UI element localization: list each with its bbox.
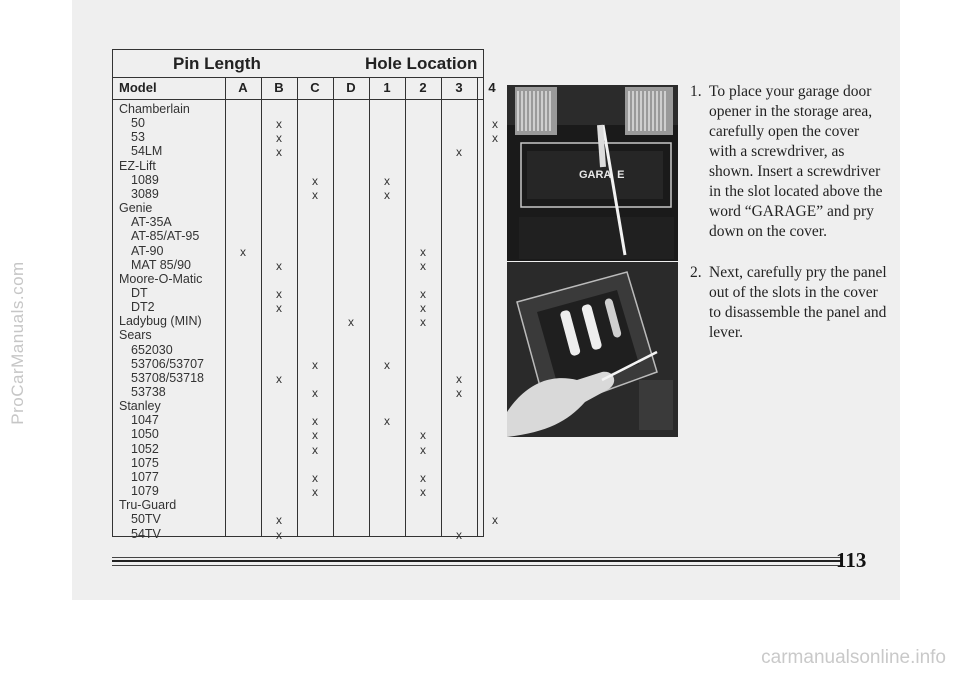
column-divider [225, 77, 226, 536]
table-row-label: 54LM [131, 144, 163, 159]
table-row-label: Stanley [119, 399, 161, 414]
table-mark: x [384, 357, 390, 372]
table-row-label: 1052 [131, 441, 159, 456]
table-row-label: Sears [119, 328, 152, 343]
table-mark: x [492, 117, 498, 132]
table-mark: x [312, 414, 318, 429]
table-mark: x [276, 258, 282, 273]
footer-rule-thin-top [112, 557, 842, 558]
table-mark: x [312, 187, 318, 202]
table-mark: x [276, 513, 282, 528]
table-mark: x [312, 173, 318, 188]
table-row-label: AT-85/AT-95 [131, 229, 200, 244]
table-mark: x [420, 244, 426, 259]
page-number: 113 [836, 548, 867, 572]
table-mark: x [348, 315, 354, 330]
table-row-label: AT-35A [131, 215, 172, 230]
column-divider [261, 77, 262, 536]
table-row-label: 53 [131, 130, 145, 145]
watermark-side-text: ProCarManuals.com [8, 261, 27, 425]
table-mark: x [276, 286, 282, 301]
step-1-text: To place your garage door opener in the storage area, carefully open the cover with a screwdriver, as shown. Insert a screwdriver in the slot located above the word “GARAGE” and pry down on the cover. [709, 83, 883, 240]
table-row-label: AT-90 [131, 243, 164, 258]
table-row-label: 53738 [131, 385, 166, 399]
table-row-label: Moore-O-Matic [119, 271, 203, 286]
column-header-a: A [238, 80, 248, 95]
photo-garage-label: GARA E [579, 169, 625, 181]
column-header-d: D [346, 80, 356, 95]
table-row-label: 1089 [131, 172, 159, 187]
photo-panel-removal-image [507, 262, 678, 437]
watermark-bottom: carmanualsonline.info [761, 647, 946, 668]
table-row-label: DT [131, 285, 148, 300]
table-row-label: 50TV [131, 512, 161, 527]
column-header-1: 1 [383, 80, 391, 95]
table-row-label: 53708/53718 [131, 370, 204, 385]
column-divider [441, 77, 442, 536]
table-mark: x [276, 117, 282, 132]
column-divider [297, 77, 298, 536]
table-mark: x [312, 386, 318, 400]
table-row-label: 53706/53707 [131, 356, 204, 371]
table-mark: x [276, 145, 282, 160]
table-row-label: 3089 [131, 186, 159, 201]
photo-garage-cover [507, 85, 678, 261]
table-mark: x [384, 187, 390, 202]
table-mark: x [384, 414, 390, 429]
table-row-label: 50 [131, 116, 145, 131]
table-header-top [113, 50, 483, 78]
table-row-label: Genie [119, 201, 153, 216]
pin-length-header: Pin Length [173, 54, 261, 73]
table-mark: x [276, 301, 282, 316]
step-1-number: 1. [690, 83, 702, 100]
column-header-b: B [274, 80, 284, 95]
table-mark: x [420, 286, 426, 301]
table-mark: x [420, 470, 426, 485]
table-mark: x [456, 527, 462, 542]
column-header-c: C [310, 80, 320, 95]
compatibility-table [112, 49, 498, 542]
table-mark: x [420, 442, 426, 457]
table-mark: x [276, 527, 282, 542]
table-mark: x [312, 485, 318, 500]
column-divider [477, 77, 478, 536]
table-row-label: MAT 85/90 [131, 257, 191, 272]
hole-location-header: Hole Location [365, 54, 478, 73]
watermark-side [6, 70, 28, 620]
table-row-label: Tru-Guard [119, 498, 177, 513]
table-mark: x [384, 173, 390, 188]
table-mark: x [276, 371, 282, 386]
table-mark: x [420, 301, 426, 316]
table-mark: x [312, 357, 318, 372]
table-mark: x [456, 145, 462, 160]
step-2-text: Next, carefully pry the panel out of the slots in the cover to disassemble the panel and lever. [709, 264, 887, 341]
model-column-header: Model [119, 80, 157, 95]
column-divider [333, 77, 334, 536]
instruction-step-1 [690, 82, 890, 242]
table-mark: x [312, 428, 318, 443]
table-row-label: 1075 [131, 455, 159, 470]
photo-panel-removal [507, 262, 678, 437]
table-row-label: 1050 [131, 427, 159, 442]
table-mark: x [492, 513, 498, 528]
step-2-number: 2. [690, 264, 702, 281]
table-mark: x [420, 315, 426, 330]
table-row-label: 54TV [131, 526, 161, 541]
table-mark: x [456, 386, 462, 400]
table-mark: x [420, 485, 426, 500]
table-mark: x [492, 131, 498, 146]
table-row-label: Chamberlain [119, 102, 190, 116]
table-row-label: Ladybug (MIN) [119, 314, 202, 329]
table-mark: x [420, 258, 426, 273]
table-row-label: 1079 [131, 484, 159, 499]
table-mark: x [312, 470, 318, 485]
column-divider [405, 77, 406, 536]
column-header-3: 3 [455, 80, 463, 95]
table-mark: x [456, 371, 462, 386]
table-row-label: 1077 [131, 469, 159, 484]
table-mark: x [240, 244, 246, 259]
footer-rule-thick [112, 560, 842, 562]
column-divider [369, 77, 370, 536]
table-mark: x [312, 442, 318, 457]
table-row-label: 652030 [131, 342, 173, 357]
instruction-step-2 [690, 263, 890, 343]
column-header-2: 2 [419, 80, 427, 95]
table-row-label: EZ-Lift [119, 158, 156, 173]
footer-rule-thin-bottom [112, 565, 842, 566]
table-header-columns [113, 77, 496, 100]
table-mark: x [420, 428, 426, 443]
table-mark: x [276, 131, 282, 146]
table-row-label: 1047 [131, 413, 159, 428]
table-row-label: DT2 [131, 300, 155, 315]
column-header-4: 4 [488, 80, 496, 95]
